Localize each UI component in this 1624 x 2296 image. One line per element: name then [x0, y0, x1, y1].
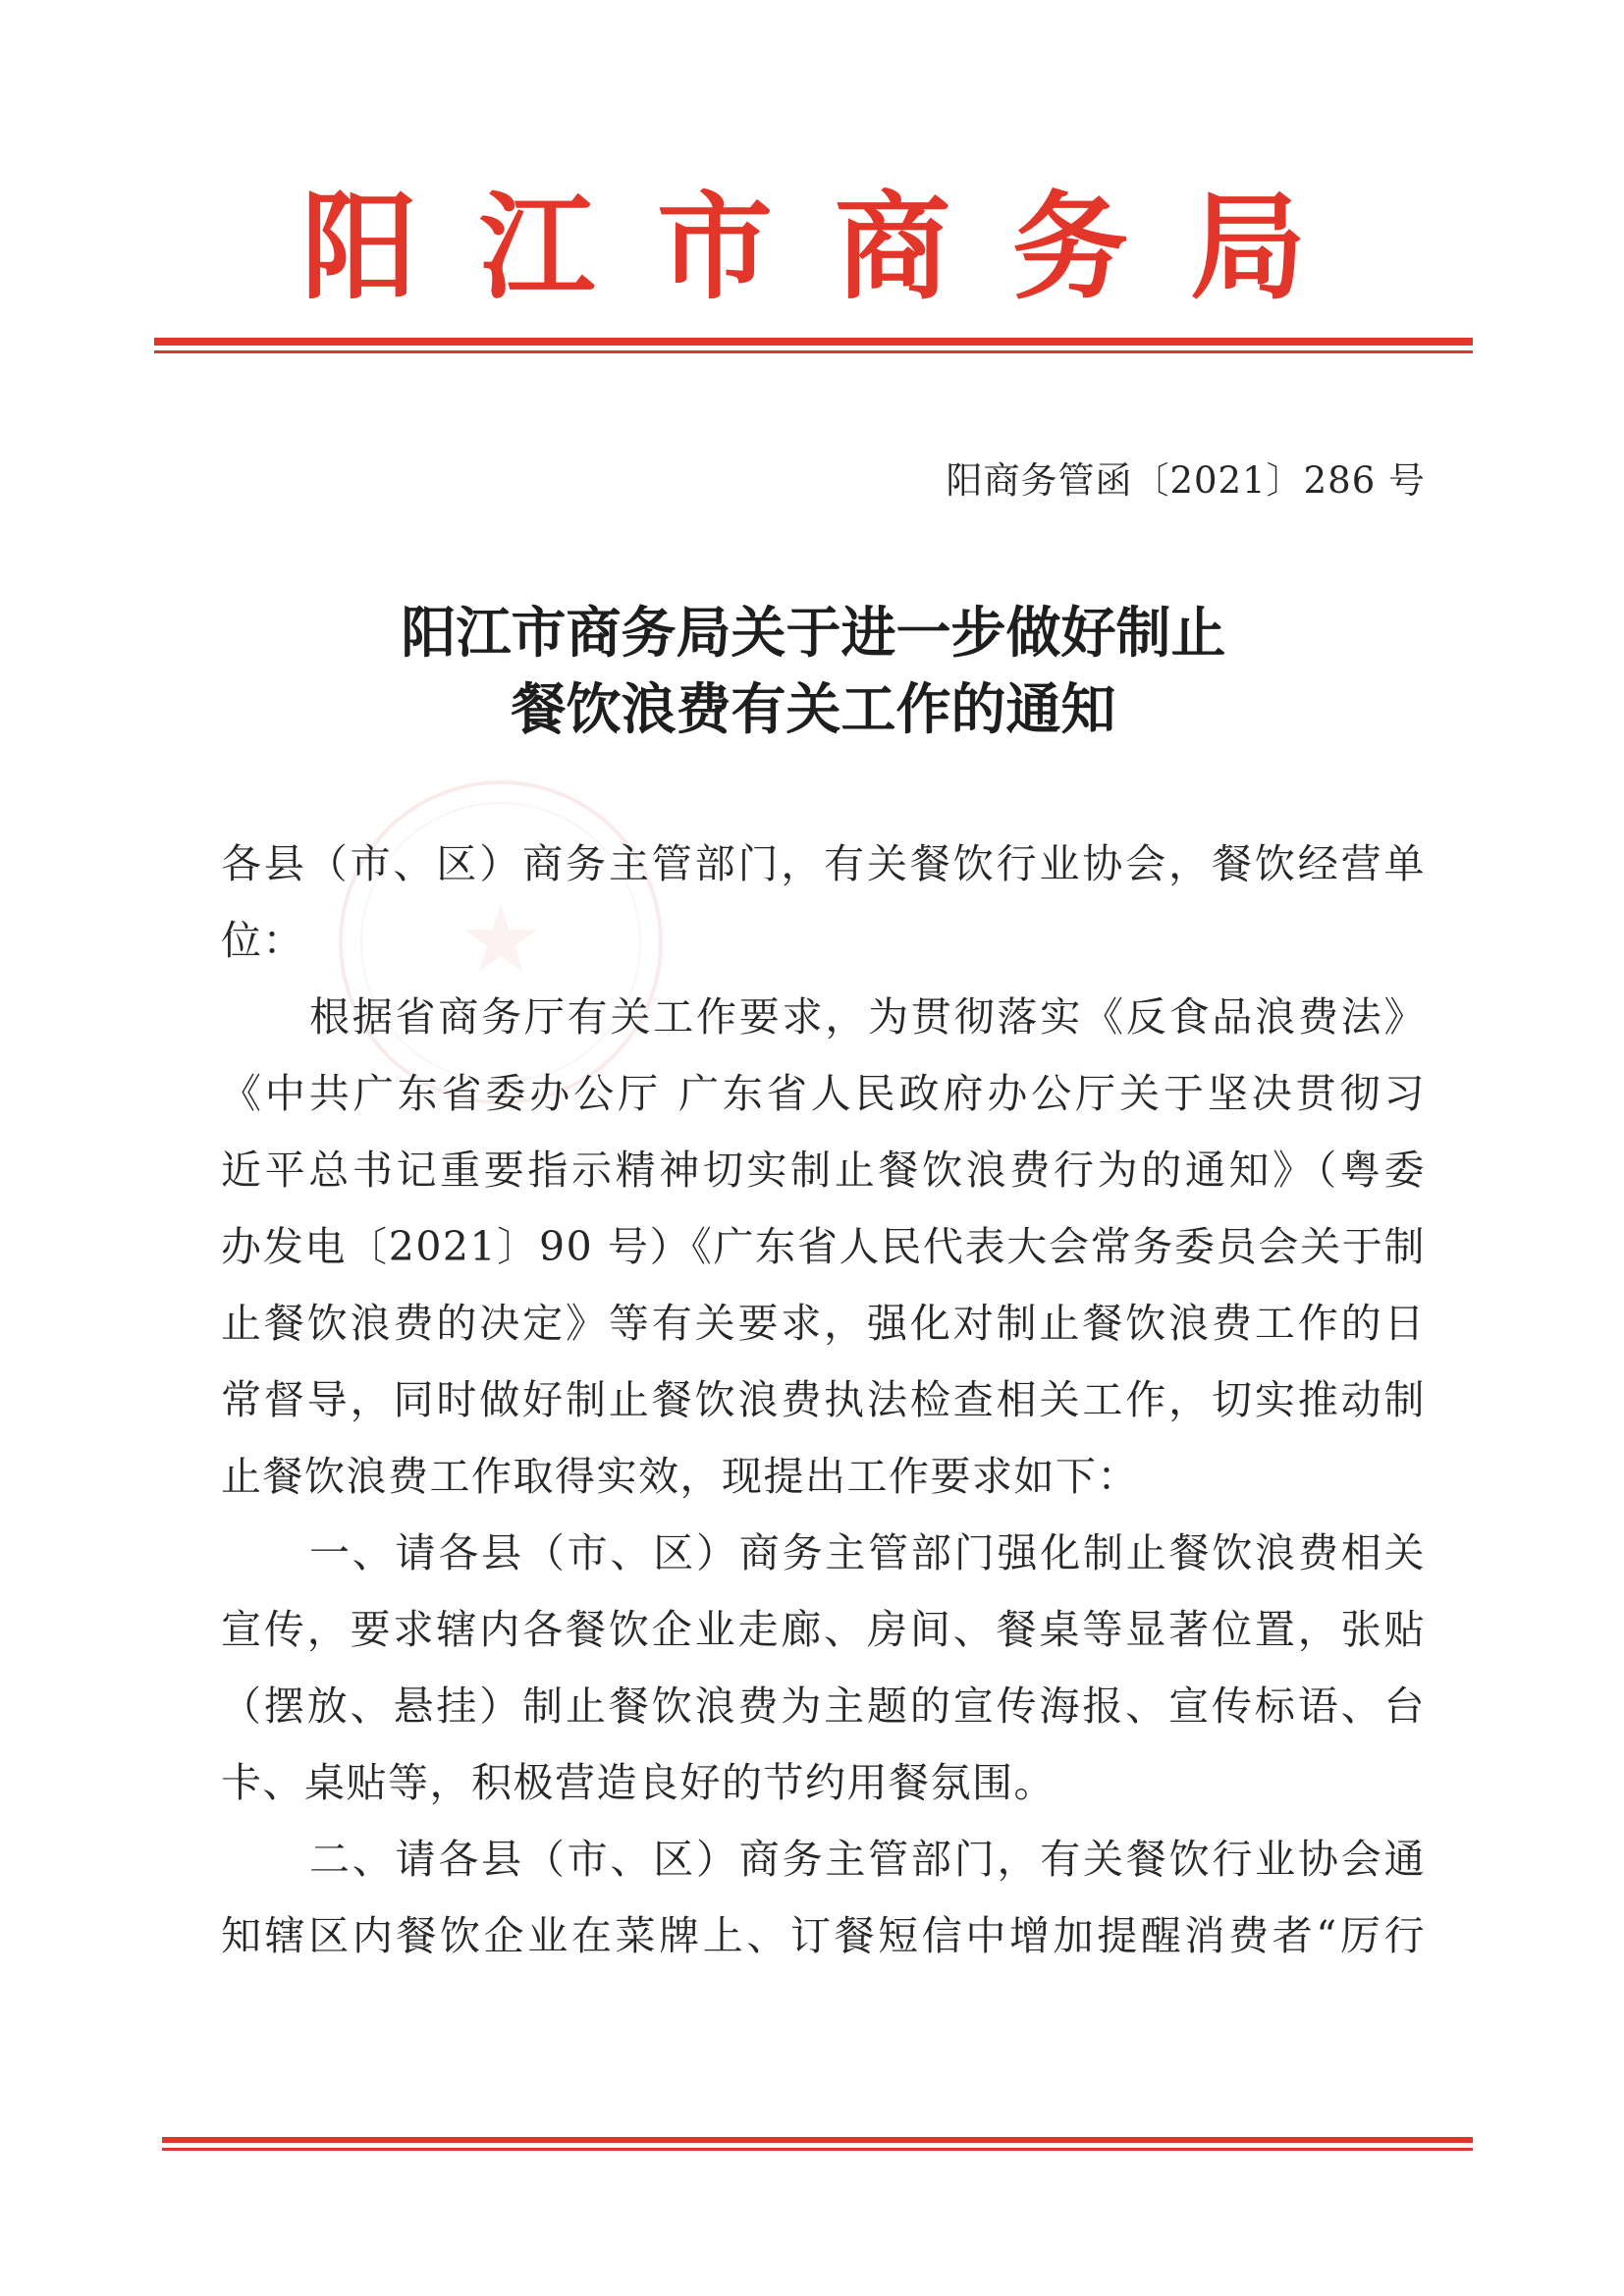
body-line: 近平总书记重要指示精神切实制止餐饮浪费行为的通知》（粤委: [221, 1147, 1426, 1194]
body-line: 止餐饮浪费的决定》等有关要求，强化对制止餐饮浪费工作的日: [221, 1300, 1426, 1347]
body-line: （摆放、悬挂）制止餐饮浪费为主题的宣传海报、宣传标语、台: [221, 1682, 1426, 1730]
document-body: [221, 826, 1426, 1974]
letterhead-red-rule-thin: [154, 350, 1473, 353]
body-line: 常督导，同时做好制止餐饮浪费执法检查相关工作，切实推动制: [221, 1376, 1426, 1423]
body-line: 宣传，要求辖内各餐饮企业走廊、房间、餐桌等显著位置，张贴: [221, 1606, 1426, 1653]
body-line: 卡、桌贴等，积极营造良好的节约用餐氛围。: [221, 1759, 1056, 1806]
body-line-item-2: 二、请各县（市、区）商务主管部门，有关餐饮行业协会通: [309, 1836, 1426, 1883]
body-line-item-1: 一、请各县（市、区）商务主管部门强化制止餐饮浪费相关: [309, 1529, 1426, 1576]
footer-red-rule-thick: [162, 2137, 1473, 2143]
body-line: 根据省商务厅有关工作要求，为贯彻落实《反食品浪费法》: [309, 993, 1426, 1041]
letterhead-agency-name: 阳江市商务局: [301, 179, 1369, 315]
body-line-addressee-end: 位：: [221, 917, 304, 964]
body-line-addressee: 各县（市、区）商务主管部门，有关餐饮行业协会，餐饮经营单: [221, 840, 1426, 887]
footer-red-rule-thin: [162, 2148, 1473, 2151]
body-line: 办发电〔2021〕90 号）《广东省人民代表大会常务委员会关于制: [221, 1223, 1426, 1270]
document-number: 阳商务管函〔2021〕286 号: [946, 459, 1426, 502]
body-line: 《中共广东省委办公厅 广东省人民政府办公厅关于坚决贯彻习: [221, 1070, 1426, 1117]
letterhead-red-rule-thick: [154, 338, 1473, 346]
body-line: 知辖区内餐饮企业在菜牌上、订餐短信中增加提醒消费者“厉行: [221, 1912, 1426, 1959]
document-title: [154, 595, 1473, 748]
body-line: 止餐饮浪费工作取得实效，现提出工作要求如下：: [221, 1453, 1139, 1500]
document-title-line-1: 阳江市商务局关于进一步做好制止: [401, 601, 1226, 666]
seal-star-icon: ★: [458, 884, 544, 994]
document-title-line-2: 餐饮浪费有关工作的通知: [511, 677, 1116, 742]
